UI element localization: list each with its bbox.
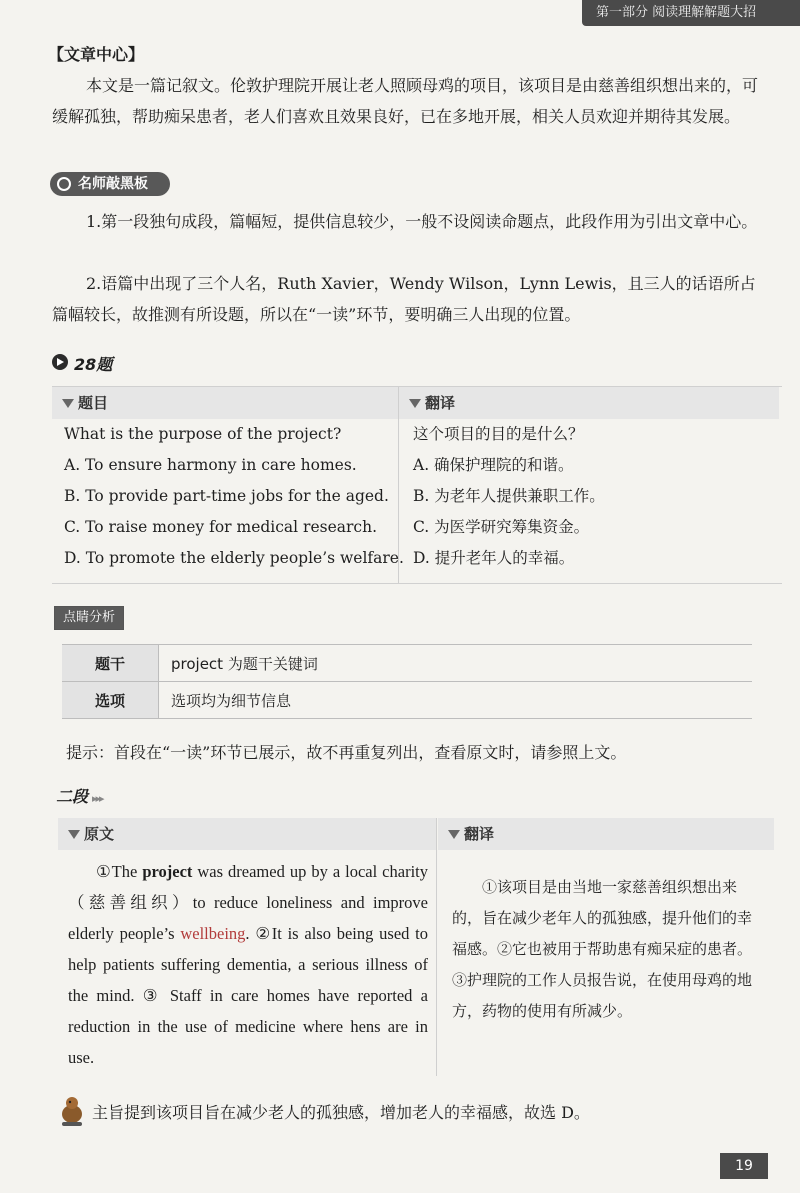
option-en-d: D. To promote the elderly people’s welfare. bbox=[64, 549, 404, 567]
original-text-part: . ②It is also being used to help patients suffering dementia, a serious illness of the mind. ③ Staff in care homes have reported a reduction in the use of medicine where hens are in use. bbox=[68, 924, 428, 1067]
graduation-cap-icon bbox=[57, 177, 71, 191]
option-en-b: B. To provide part-time jobs for the aged. bbox=[64, 487, 389, 505]
original-head-label: 原文 bbox=[84, 825, 115, 843]
paragraph-2-table bbox=[58, 818, 774, 1076]
analysis-value: project 为题干关键词 bbox=[159, 645, 753, 682]
original-head bbox=[58, 818, 436, 850]
center-text: 本文是一篇记叙文。伦敦护理院开展让老人照顾母鸡的项目，该项目是由慈善组织想出来的，可缓解孤独，帮助痴呆患者，老人们喜欢且效果良好，已在多地开展，相关人员欢迎并期待其发展。 bbox=[52, 76, 759, 126]
question-title bbox=[52, 352, 112, 375]
table-row bbox=[62, 682, 752, 719]
triangle-down-icon bbox=[68, 830, 80, 839]
arrows-icon: ▸▸▸ bbox=[92, 792, 103, 805]
hint-text: 提示：首段在“一读”环节已展示，故不再重复列出，查看原文时，请参照上文。 bbox=[66, 743, 627, 762]
translation-2-head-label: 翻译 bbox=[464, 825, 495, 843]
translation-head bbox=[399, 387, 779, 419]
analysis-key: 题干 bbox=[62, 645, 159, 682]
teacher-point-2: 2.语篇中出现了三个人名，Ruth Xavier，Wendy Wilson，Lynn Lewis，且三人的话语所占篇幅较长，故推测有所设题，所以在“一读”环节，要明确三人出现的位置。 bbox=[52, 274, 756, 324]
play-circle-icon bbox=[52, 354, 68, 370]
original-text-part: was dreamed up by a local charity（慈善组织）to reduce loneliness and improve elderly people’s bbox=[68, 862, 428, 943]
teacher-point-1: 1.第一段独句成段，篇幅短，提供信息较少，一般不设阅读命题点，此段作用为引出文章中心。 bbox=[86, 212, 758, 231]
question-head-label: 题目 bbox=[78, 394, 109, 412]
option-en-c: C. To raise money for medical research. bbox=[64, 518, 377, 536]
question-head bbox=[52, 387, 398, 419]
keyword-wellbeing: wellbeing bbox=[180, 924, 246, 943]
question-column bbox=[52, 387, 404, 583]
translation-column bbox=[399, 387, 779, 583]
option-zh-c: C. 为医学研究筹集资金。 bbox=[413, 518, 590, 536]
triangle-down-icon bbox=[409, 399, 421, 408]
analysis-table bbox=[62, 644, 752, 719]
keyword-project: project bbox=[142, 862, 193, 881]
mascot-icon bbox=[58, 1094, 86, 1128]
option-zh-d: D. 提升老年人的幸福。 bbox=[413, 549, 575, 567]
option-zh-b: B. 为老年人提供兼职工作。 bbox=[413, 487, 605, 505]
triangle-down-icon bbox=[62, 399, 74, 408]
table-row bbox=[62, 645, 752, 682]
translation-2-column bbox=[438, 818, 774, 1076]
teacher-badge-label: 名师敲黑板 bbox=[78, 176, 148, 192]
paragraph-2-title bbox=[56, 784, 103, 807]
translation-2-text: ①该项目是由当地一家慈善组织想出来的，旨在减少老年人的孤独感，提升他们的幸福感。②它也被用于帮助患有痴呆症的患者。③护理院的工作人员报告说，在使用母鸡的地方，药物的使用有所减少。 bbox=[452, 878, 753, 1020]
page-number: 19 bbox=[720, 1153, 768, 1179]
triangle-down-icon bbox=[448, 830, 460, 839]
question-table bbox=[52, 386, 782, 584]
question-title-label: 28题 bbox=[74, 355, 113, 374]
summary-text: 主旨提到该项目旨在减少老人的孤独感，增加老人的幸福感，故选 D。 bbox=[92, 1103, 590, 1122]
chapter-banner: 第一部分 阅读理解解题大招 bbox=[582, 0, 800, 26]
option-en-a: A. To ensure harmony in care homes. bbox=[64, 456, 357, 474]
original-text-part: ①The bbox=[96, 862, 143, 881]
question-stem-en: What is the purpose of the project? bbox=[64, 425, 342, 443]
question-stem-zh: 这个项目的目的是什么？ bbox=[413, 425, 584, 443]
analysis-key: 选项 bbox=[62, 682, 159, 719]
original-column bbox=[58, 818, 437, 1076]
option-zh-a: A. 确保护理院的和谐。 bbox=[413, 456, 574, 474]
analysis-value: 选项均为细节信息 bbox=[159, 682, 753, 719]
translation-head-label: 翻译 bbox=[425, 394, 456, 412]
paragraph-2-label: 二段 bbox=[56, 787, 89, 806]
center-title: 【文章中心】 bbox=[48, 45, 145, 64]
original-text bbox=[58, 850, 436, 1073]
analysis-tag: 点睛分析 bbox=[54, 606, 124, 630]
translation-2-head bbox=[438, 818, 774, 850]
teacher-badge bbox=[50, 172, 170, 196]
